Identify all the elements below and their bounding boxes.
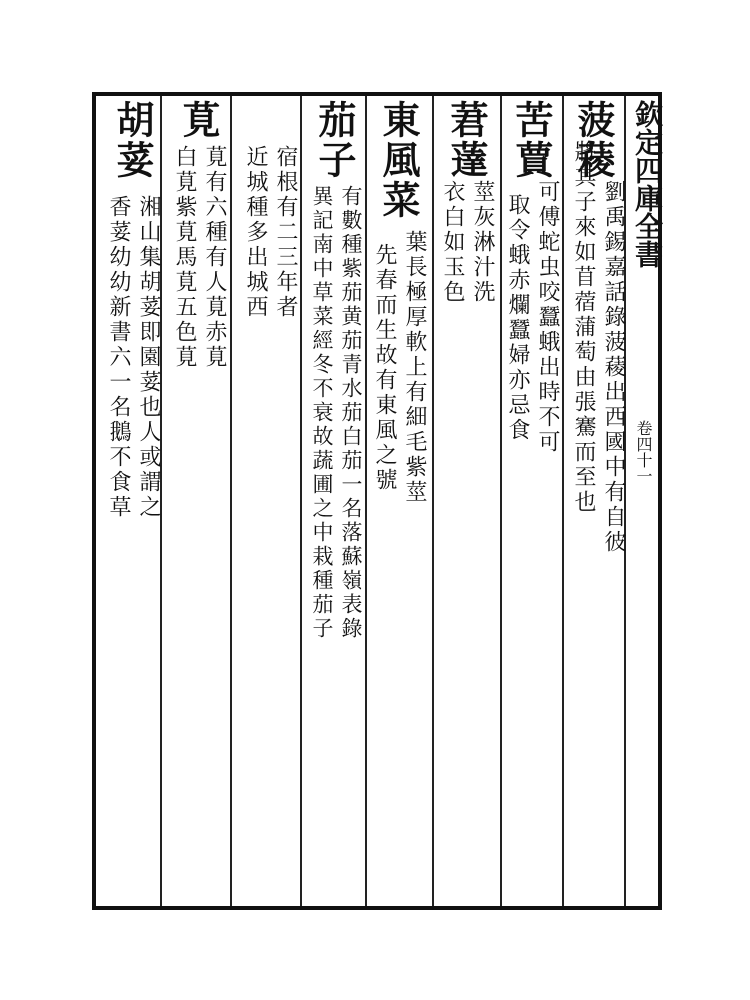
entry-heading: 菠薐 bbox=[571, 100, 616, 180]
text-line: 葉長極厚軟上有細毛紫莖 bbox=[402, 230, 427, 505]
text-line: 有數種紫茄黄茄青水茄白茄一名落蘇嶺表錄 bbox=[339, 185, 363, 641]
entry-heading: 莙薘 bbox=[444, 100, 489, 180]
entry-junda bbox=[440, 100, 492, 180]
entry-body bbox=[106, 195, 161, 520]
text-line: 香荽幼幼新書六一名鵝不食草 bbox=[106, 195, 131, 520]
entry-body bbox=[172, 145, 227, 370]
entry-body bbox=[305, 185, 363, 641]
text-line: 衣白如玉色 bbox=[440, 180, 465, 305]
entry-heading: 苦蕒 bbox=[509, 100, 554, 180]
text-line: 白莧紫莧馬莧五色莧 bbox=[172, 145, 197, 370]
text-line: 先春而生故有東風之號 bbox=[372, 242, 397, 493]
entry-suqi bbox=[240, 145, 298, 320]
entry-husui bbox=[106, 100, 158, 180]
column-rule bbox=[230, 96, 232, 906]
text-line: 宿根有二三年者 bbox=[273, 145, 298, 320]
text-line: 取令蛾赤爛蠶婦亦忌食 bbox=[505, 192, 530, 443]
entry-body bbox=[372, 230, 427, 505]
column-rule bbox=[300, 96, 302, 906]
entry-body bbox=[505, 180, 560, 455]
volume-label: 卷四十一 bbox=[634, 420, 653, 484]
entry-qiezi bbox=[308, 100, 360, 180]
column-rule bbox=[500, 96, 502, 906]
column-rule bbox=[365, 96, 367, 906]
entry-body bbox=[440, 180, 495, 305]
text-line: 莖灰淋汁洗 bbox=[470, 180, 495, 305]
entry-heading: 莧 bbox=[176, 100, 221, 140]
text-line: 可傅蛇虫咬蠶蛾出時不可 bbox=[535, 180, 560, 455]
entry-dongfengcai bbox=[372, 100, 424, 220]
entry-body bbox=[571, 140, 626, 555]
entry-kuguan bbox=[505, 100, 557, 180]
text-line: 湘山集胡荽即園荽也人或謂之 bbox=[136, 195, 161, 520]
text-line: 莧有六種有人莧赤莧 bbox=[202, 145, 227, 370]
column-rule bbox=[562, 96, 564, 906]
entry-heading: 胡荽 bbox=[110, 100, 155, 180]
text-line: 將其子來如苜蓿蒲萄由張騫而至也 bbox=[571, 140, 596, 515]
entry-heading: 茄子 bbox=[312, 100, 357, 180]
text-line: 近城種多出城西 bbox=[243, 145, 268, 320]
text-line: 劉禹錫嘉話錄菠薐出西國中有自彼 bbox=[601, 180, 626, 555]
collection-title: 欽定四庫全書 bbox=[631, 100, 664, 268]
text-line: 異記南中草菜經冬不衰故蔬圃之中栽種茄子 bbox=[310, 185, 334, 641]
entry-xian bbox=[172, 100, 224, 140]
entry-heading: 東風菜 bbox=[376, 100, 421, 220]
column-rule bbox=[432, 96, 434, 906]
